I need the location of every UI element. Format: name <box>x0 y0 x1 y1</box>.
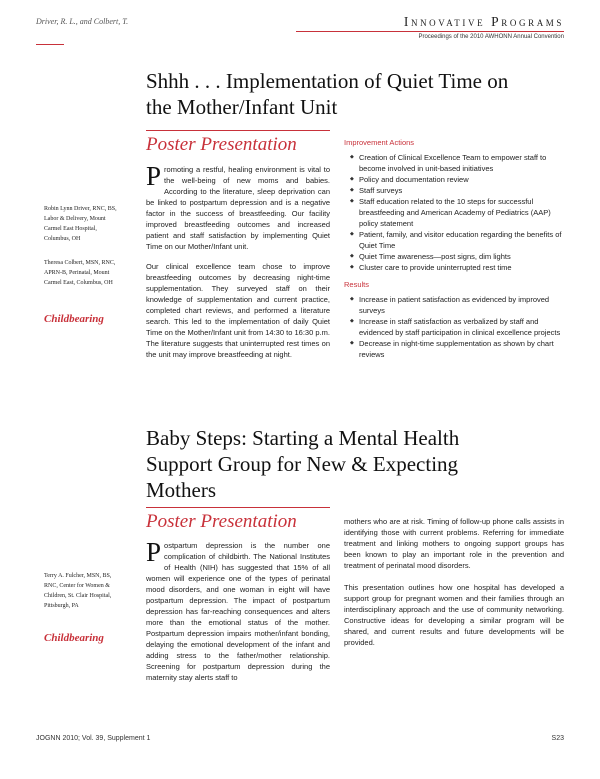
list-item: ◆ Increase in staff satisfaction as verbalized by staff and evidenced by staff participation in clinical excellence projects <box>350 316 564 338</box>
author-line: Carmel East, Columbus, OH <box>44 280 113 286</box>
article2-title-line1: Baby Steps: Starting a Mental Health <box>146 426 460 450</box>
author-line: Carmel East Hospital, <box>44 226 97 232</box>
list-item: ◆ Decrease in night-time supplementation as shown by chart reviews <box>350 338 564 360</box>
corner-rule <box>36 44 64 45</box>
article1-title-line2: the Mother/Infant Unit <box>146 95 338 119</box>
author-line: Robin Lynn Driver, RNC, BS, <box>44 206 117 212</box>
list-item: ◆ Cluster care to provide uninterrupted rest time <box>350 262 564 273</box>
author-line: Terry A. Fulcher, MSN, BS, <box>44 573 112 579</box>
article2-column2 <box>344 516 564 648</box>
article2-title-line3: Mothers <box>146 478 216 502</box>
article2-author-1 <box>44 571 140 611</box>
article1-title <box>146 68 566 120</box>
author-line: Pittsburgh, PA <box>44 603 79 609</box>
page-number: S23 <box>551 735 564 742</box>
article1-para1-text: romoting a restful, healing environment is vital to the well-being of new moms and babies. According to the literature, sleep deprivation can be linked to postpartum depression and is a negative factor in the success of breastfeeding. Our facility improved breastfeeding outcomes and increased patient and staff satisfaction by implementing Quiet Time on our Mother/Infant unit. <box>146 165 330 251</box>
article1-column1 <box>146 161 330 360</box>
article2-col2-para1: mothers who are at risk. Timing of follow-up phone calls assists in identifying those with current problems. Referring for immediate treatment and linking mothers to ongoing support groups has been known to play an important role in the prevention and treatment of perinatal mood disorders. <box>344 517 564 570</box>
article1-column2 <box>344 138 564 360</box>
list-item: ◆ Increase in patient satisfaction as evidenced by improved surveys <box>350 294 564 316</box>
article1-para2: Our clinical excellence team chose to improve breastfeeding outcomes by decreasing night-time supplementation. They surveyed staff on their knowledge of supplementation and current practice, completed chart reviews, and performed a literature search. This led to the implementation of daily Quiet Time on the Mother/Infant unit from 14:30 to 16:30 p.m. The literature suggests that uninterrupted rest times on the unit may improve breastfeeding at night. <box>146 262 330 359</box>
article2-para1-text: ostpartum depression is the number one complication of childbirth. The National Institutes of Health (NIH) has suggested that 15% of all women will experience one of the types of perinatal mood disorders, and one woman in eight will have postpartum depression. The impact of postpartum depression has far-reaching consequences and alters more than the emotional status of the mother. Postpartum depression impairs mother/infant bonding, delaying the emotional development of the infant and adding stress to the father/mother relationship. Screening for postpartum depression during the maternity stay alerts staff to <box>146 541 330 682</box>
article1-para1 <box>146 161 330 252</box>
author-line: RNC, Center for Women & <box>44 583 110 589</box>
improvement-actions-list <box>350 152 564 273</box>
author-line: APRN-B, Perinatal, Mount <box>44 270 110 276</box>
improvement-actions-heading: Improvement Actions <box>344 138 415 147</box>
footer-citation: JOGNN 2010; Vol. 39, Supplement 1 <box>36 735 151 742</box>
article2-title <box>146 425 566 503</box>
dropcap: P <box>146 161 162 191</box>
results-list <box>350 294 564 360</box>
article1-author-2 <box>44 258 140 288</box>
article1-poster-label: Poster Presentation <box>146 134 297 155</box>
article2-section-tag: Childbearing <box>44 632 104 644</box>
article1-section-tag: Childbearing <box>44 313 104 325</box>
article2-poster-rule <box>146 507 330 508</box>
list-item: ◆ Quiet Time awareness—post signs, dim lights <box>350 251 564 262</box>
list-item: ◆ Patient, family, and visitor education regarding the benefits of Quiet Time <box>350 229 564 251</box>
author-line: Labor & Delivery, Mount <box>44 216 106 222</box>
article1-author-1 <box>44 204 140 244</box>
journal-section-title <box>404 14 564 30</box>
article2-col2-para2: This presentation outlines how one hospital has developed a support group for pregnant women and their families through an interdisciplinary approach and the use of community networking. Constructive ideas for developing a similar program will be shared, and current results and future developments will be provided. <box>344 583 564 647</box>
list-item: ◆ Staff education related to the 10 steps for successful breastfeeding and American Academy of Pediatrics (AAP) policy statement <box>350 196 564 229</box>
results-heading: Results <box>344 280 370 289</box>
article2-title-line2: Support Group for New & Expecting <box>146 452 459 476</box>
author-line: Theresa Colbert, MSN, RNC, <box>44 260 116 266</box>
journal-section-text: Innovative Programs <box>403 14 564 29</box>
article2-poster-label: Poster Presentation <box>146 511 297 532</box>
list-item: ◆ Creation of Clinical Excellence Team to empower staff to become involved in unit-based initiatives <box>350 152 564 174</box>
header-rule <box>296 31 564 32</box>
author-line: Children, St. Clair Hospital, <box>44 593 112 599</box>
dropcap: P <box>146 537 162 567</box>
list-item: ◆ Staff surveys <box>350 185 564 196</box>
article2-para1 <box>146 537 330 683</box>
author-line: Columbus, OH <box>44 236 81 242</box>
list-item: ◆ Policy and documentation review <box>350 174 564 185</box>
proceedings-line: Proceedings of the 2010 AWHONN Annual Convention <box>418 34 564 40</box>
article2-column1 <box>146 537 330 683</box>
article1-title-line1: Shhh . . . Implementation of Quiet Time on <box>146 69 509 93</box>
running-head: Driver, R. L., and Colbert, T. <box>36 17 129 26</box>
article1-poster-rule <box>146 130 330 131</box>
